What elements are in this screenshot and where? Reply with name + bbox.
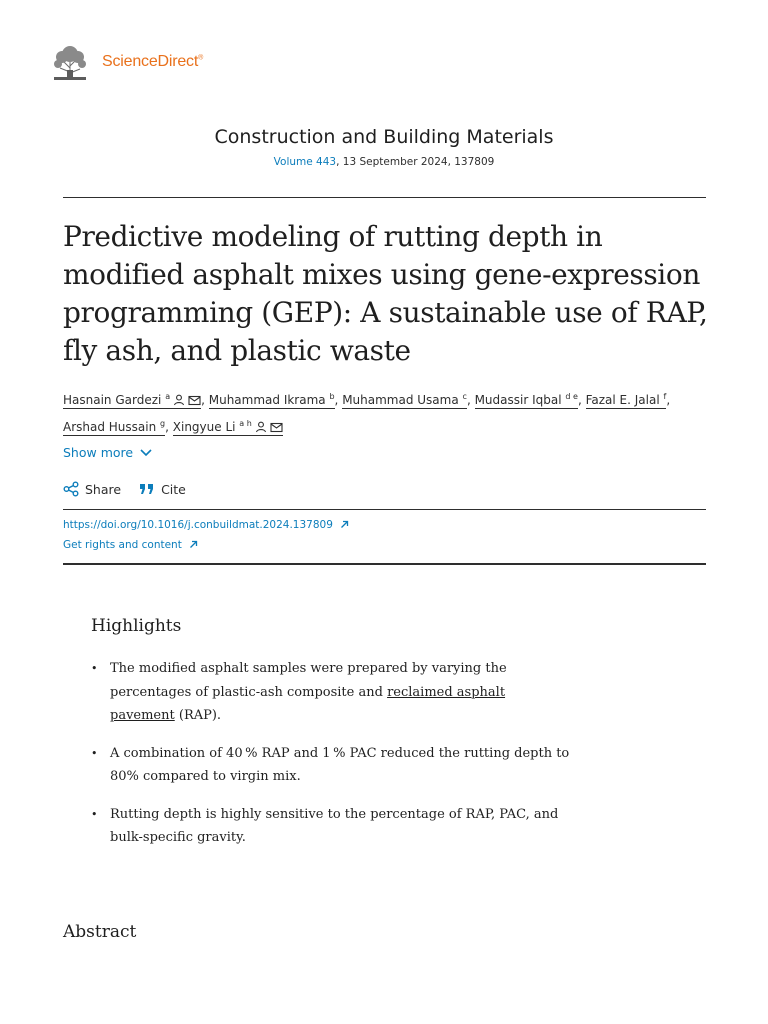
author-affiliation: c bbox=[462, 392, 467, 401]
author-affiliation: b bbox=[329, 392, 335, 401]
person-icon bbox=[255, 418, 267, 440]
author-list: Hasnain Gardezi $^a$ , Muhammad Ikrama $^b$, Muhammad Usama $^c$, Mudassir Iqbal $^{d e}$, Fazal E. Jalal $^f$, Arshad Hussain $^g$, Xingyue Li $^{a h}$ bbox=[63, 386, 713, 440]
highlight-text: Rutting depth is highly sensitive to the percentage of RAP, PAC, and bulk-specific gravity. bbox=[110, 806, 559, 845]
issue-info bbox=[0, 156, 768, 168]
issue-details: , 13 September 2024, 137809 bbox=[336, 156, 495, 168]
author-name: Muhammad Usama bbox=[342, 393, 459, 407]
volume-link[interactable]: Volume 443 bbox=[273, 156, 337, 168]
article-actions bbox=[63, 481, 186, 497]
author-name: Mudassir Iqbal bbox=[474, 393, 562, 407]
show-more-button[interactable] bbox=[63, 445, 153, 460]
rights-link[interactable] bbox=[63, 539, 198, 551]
reclaimed-asphalt-pavement-link[interactable]: reclaimed asphalt pavement bbox=[110, 684, 506, 723]
person-icon bbox=[173, 391, 185, 413]
author-affiliation: a h bbox=[239, 419, 252, 428]
journal-title[interactable]: Construction and Building Materials bbox=[214, 126, 554, 148]
author-link[interactable] bbox=[63, 393, 201, 409]
article-title: Predictive modeling of rutting depth in modified asphalt mixes using gene-expression programming (GEP): A sustainable use of RAP, fly ash, and plastic waste bbox=[63, 220, 708, 367]
elsevier-tree-icon[interactable] bbox=[50, 42, 90, 82]
author-name: Xingyue Li bbox=[172, 420, 236, 434]
author-name: Arshad Hussain bbox=[63, 420, 157, 434]
mail-icon bbox=[270, 418, 283, 440]
author-link[interactable] bbox=[63, 420, 165, 436]
author-link[interactable] bbox=[586, 393, 667, 409]
highlight-item bbox=[91, 657, 571, 728]
doi-text: https://doi.org/10.1016/j.conbuildmat.2024.137809 bbox=[63, 519, 333, 531]
site-header bbox=[50, 42, 203, 82]
author-name: Muhammad Ikrama bbox=[208, 393, 326, 407]
divider bbox=[63, 563, 706, 565]
highlight-item bbox=[91, 803, 571, 850]
brand-mark: ® bbox=[198, 54, 204, 62]
highlight-text: A combination of 40 % RAP and 1 % PAC reduced the rutting depth to 80% compared to virgin mix. bbox=[110, 745, 570, 784]
cite-button[interactable] bbox=[139, 482, 186, 497]
share-button[interactable] bbox=[63, 481, 121, 497]
share-icon bbox=[63, 481, 79, 497]
rights-text: Get rights and content bbox=[63, 539, 182, 551]
author-name: Hasnain Gardezi bbox=[63, 393, 162, 407]
chevron-down-icon bbox=[139, 448, 153, 458]
author-affiliation: g bbox=[160, 419, 166, 428]
external-link-icon bbox=[189, 540, 198, 549]
author-name: Fazal E. Jalal bbox=[585, 393, 660, 407]
doi-link[interactable] bbox=[63, 519, 349, 531]
author-link[interactable] bbox=[475, 393, 578, 409]
highlights-list bbox=[91, 657, 571, 864]
cite-label: Cite bbox=[161, 481, 186, 497]
author-link[interactable] bbox=[342, 393, 467, 409]
highlights-heading: Highlights bbox=[91, 616, 182, 636]
author-affiliation: f bbox=[663, 392, 667, 401]
highlight-item bbox=[91, 742, 571, 789]
mail-icon bbox=[188, 391, 201, 413]
author-link[interactable] bbox=[173, 420, 283, 436]
show-more-label: Show more bbox=[63, 445, 134, 460]
abstract-heading: Abstract bbox=[63, 922, 137, 942]
divider bbox=[63, 197, 706, 198]
brand-name[interactable] bbox=[102, 53, 203, 71]
author-affiliation: d e bbox=[565, 392, 578, 401]
quote-icon bbox=[139, 482, 155, 496]
author-link[interactable] bbox=[209, 393, 335, 409]
share-label: Share bbox=[85, 481, 122, 497]
divider bbox=[63, 509, 706, 510]
external-link-icon bbox=[340, 520, 349, 529]
brand-text: ScienceDirect bbox=[102, 53, 199, 70]
highlight-text-end: (RAP). bbox=[174, 708, 222, 723]
author-affiliation: a bbox=[165, 392, 171, 401]
highlight-text: The modified asphalt samples were prepared by varying the percentages of plastic-ash composite and bbox=[110, 661, 507, 700]
